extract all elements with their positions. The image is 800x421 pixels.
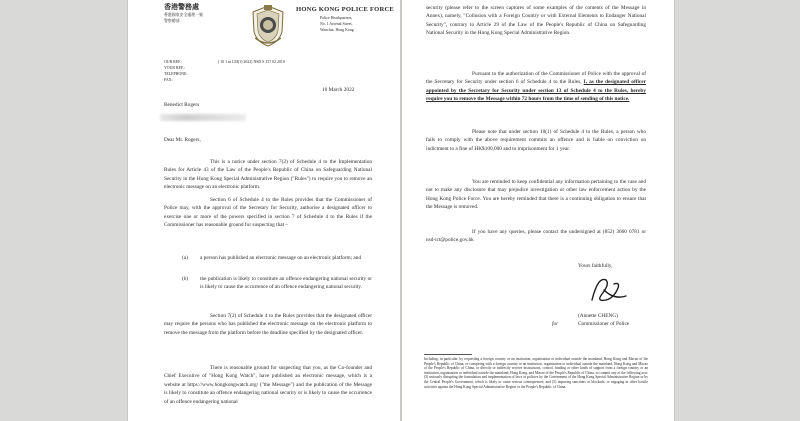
address-line-3: Wanchai, Hong Kong: [320, 28, 354, 32]
recipient-name: Benedict Rogers: [164, 102, 200, 108]
signature-icon: [584, 270, 630, 310]
requirement-bold: I, as the designated officer appointed by the Secretary for Security under section 13 of Schedule 4 to the Rules, hereby require you to remove the Message within 72 hours from the time of sending of this notice.: [426, 79, 646, 103]
signer-for: for: [552, 321, 559, 327]
paragraph-confidential: You are reminded to keep confidential any information pertaining to the case and not to make any disclosure that may prejudice investigation or other law enforcement action by the Hong Kong Police Force. You are hereby reminded that there is a continuing obligation to ensure that the Message is removed.: [426, 179, 646, 211]
footnote: Including, in particular, by requesting a foreign country or an institution, organisation or individual outside the mainland, Hong Kong and Macao of the People's Republic of China, or conspiring with a foreign country or an institution, organisation or individual outside the mainland, Hong Kong and Macao of the People's Republic of China, or directly or indirectly receive instructions, control, funding or other kinds of support from a foreign country or an institution, organisation or individual outside the mainland, Hong Kong, and Macao of the People's Republic of China, to commit any of the following acts: (5) seriously disrupting the formulation and implementation of laws or policies by the Government of the Hong Kong Special Administrative Region or by the Central People's Government, which is likely to cause serious consequences; and (5) imposing sanctions or blockade, or engaging in other hostile activities against the Hong Kong Special Administrative Region or the People's Republic of China.: [424, 357, 648, 389]
item-a-text: a person has published an electronic message on an electronic platform; and: [200, 255, 362, 261]
dept-subtitle2-chinese: 警察總部: [164, 19, 180, 23]
redacted-address: [160, 114, 246, 121]
dept-subtitle-chinese: 香港國家安全處理一號: [164, 13, 203, 17]
requirement-plain: Pursuant to the authorization of the Commissioner of Police with the approval of the Secretary for Security under section 6 of Schedule 4 to the Rules,: [426, 71, 646, 86]
ref-label-your: YOUR REF.:: [164, 66, 185, 70]
ref-label-our: OUR REF.:: [164, 60, 183, 64]
letter-page-2: [402, 0, 674, 421]
signer-name: (Annette CHENG): [578, 313, 618, 319]
item-a-label: (a): [182, 255, 188, 261]
paragraph-suspicion: There is reasonable ground for suspecting that you, as the Co-founder and Chief Executive of "Hong Kong Watch", have published an electronic message, which is a website at https://www.hongkongwatch.org/ ("the Message") and the publication of the Message is likely to constitute an offence endangering national security or is likely to cause the occurrence of an offence endangering national: [164, 365, 372, 405]
ref-label-telephone: TELEPHONE:: [164, 72, 188, 76]
paragraph-security-continued: security (please refer to the screen captures of some examples of the contents of the Message in Annex), namely, "Collusion with a Foreign Country or with External Elements to Endanger National Security", contrary to Article 29 of the Law of the People's Republic of China on Safeguarding National Security in the Hong Kong Special Administrative Region.: [426, 5, 646, 37]
police-crest-icon: [249, 4, 287, 48]
dept-name-chinese: 香港警務處: [164, 3, 199, 11]
letter-date: 10 March 2022: [322, 87, 355, 93]
paragraph-queries: If you have any queries, please contact the undersigned at (852) 3660 0781 or nsd-ict@police.gov.hk: [426, 229, 646, 244]
paragraph-offence: Please note that under section 10(1) of Schedule 4 to the Rules, a person who fails to comply with the above requirement commits an offence and is liable on conviction on indictment to a fine of HK$100,000 and to imprisonment for 1 year.: [426, 129, 646, 152]
footnote-divider: [424, 354, 472, 355]
ref-label-fax: FAX:: [164, 78, 173, 82]
paragraph-section-7: Section 7(2) of Schedule 4 to the Rules provides that the designated officer may require the persons who has published the electronic message on the electronic platform to remove the message from the platform before the deadline specified by the designated officer.: [164, 313, 372, 336]
paragraph-notice: This is a notice under section 7(2) of Schedule 4 to the Implementation Rules for Article 43 of the Law of the People's Republic of China on Safeguarding National Security in the Hong Kong Special Administrative Region ("Rules") to require you to remove an electronic message on an electronic platform.: [164, 159, 372, 191]
address-line-1: Police Headquarters,: [320, 16, 353, 20]
item-b-label: (b): [182, 276, 189, 282]
address-line-2: No. 1 Arsenal Street,: [320, 22, 353, 26]
item-b-text: the publication is likely to constitute an offence endangering national security or is likely to cause the occurrence of an offence endangering national security.: [200, 276, 372, 291]
closing: Yours faithfully,: [578, 263, 613, 269]
org-name: HONG KONG POLICE FORCE: [296, 6, 395, 13]
salutation: Dear Mr. Rogers,: [164, 137, 201, 143]
signer-title: Commissioner of Police: [578, 321, 630, 327]
paragraph-section-6: Section 6 of Schedule 4 to the Rules provides that the Commissioner of Police may, with the approval of the Secretary for Security, authorise a designated officer to exercise one or more of the powers specified in section 7 of Schedule 4 to the Rules if the Commissioner has reasonable ground for suspecting that –: [164, 197, 372, 229]
ref-value-our: ( 10 1 in LM(1) 2022) NSD S 157 02 2010: [218, 60, 285, 64]
paragraph-requirement: [426, 70, 646, 104]
letter-page-1: [128, 0, 400, 421]
